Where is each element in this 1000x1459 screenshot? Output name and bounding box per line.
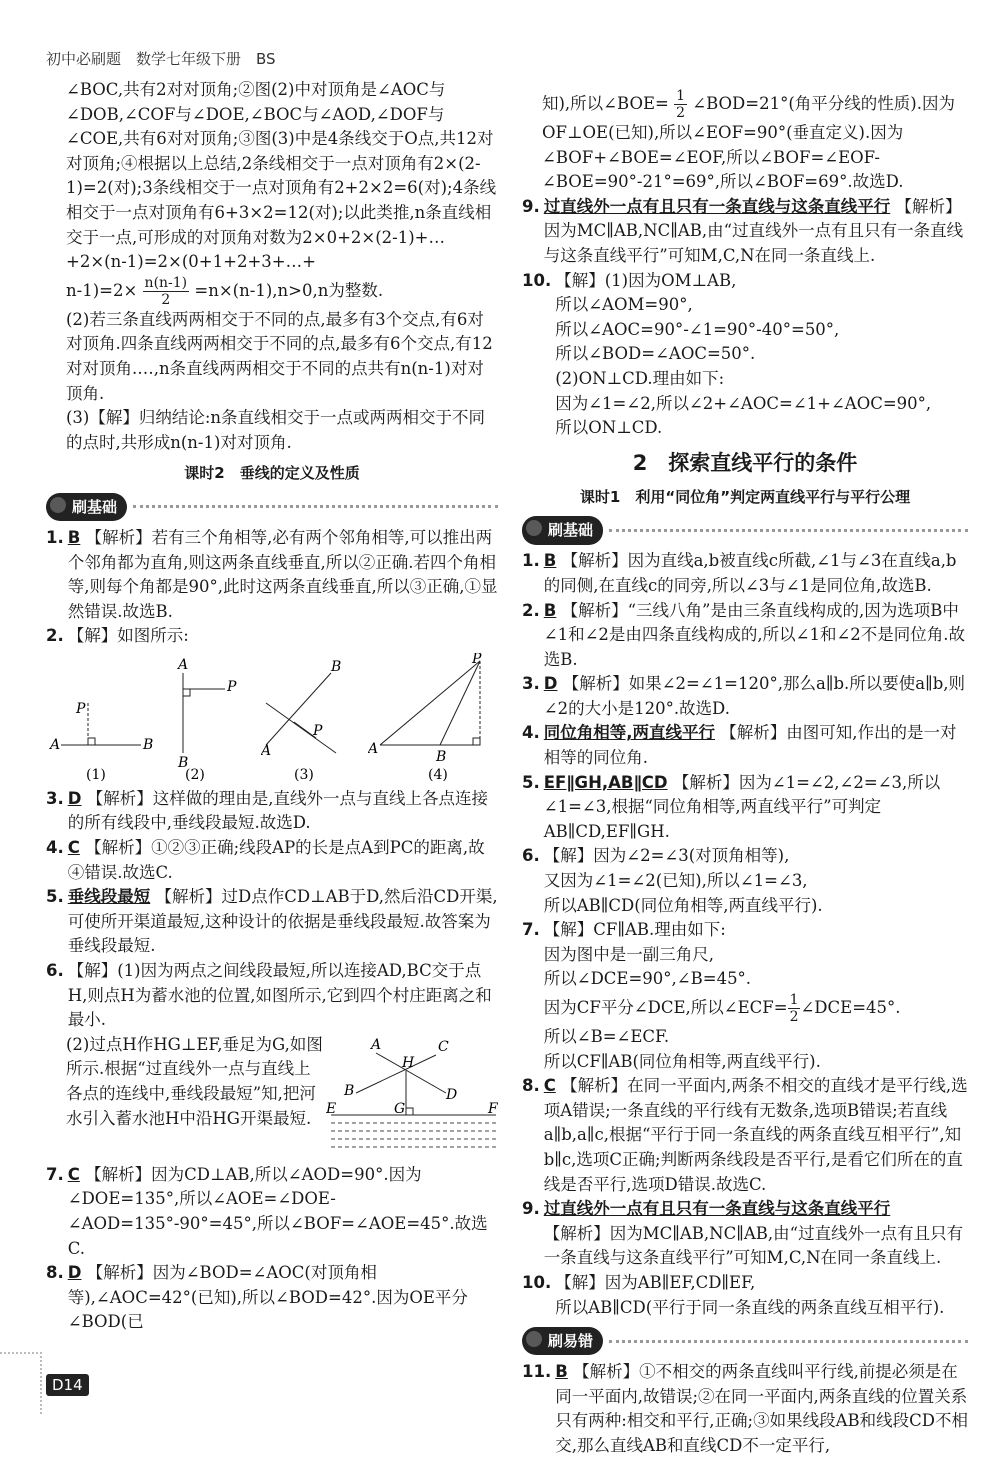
question-text [544,1074,968,1197]
question-text [544,771,968,845]
question-text [544,549,968,598]
point-label: B [330,658,341,675]
question-text [68,526,498,624]
point-label: B [435,748,447,765]
left-column [46,78,498,1335]
explanation: 【解析】这样做的理由是,直线外一点与直线上各点连接的所有线段中,垂线段最短.故选D. [67,788,488,833]
answer: C [543,1076,556,1096]
solution-line: 因为∠1=∠2,所以∠2+∠AOC=∠1+∠AOC=90°, [555,393,932,413]
section-banner [46,492,498,522]
banner-label: 刷基础 [522,516,603,545]
solution-line: 又因为∠1=∠2(已知),所以∠1=∠3, [543,871,808,891]
explanation: 【解析】“三线八角”是由三条直线构成的,因为选项B中∠1和∠2是由四条直线构成的,所以∠1和∠2不是同位角.故选B. [543,600,966,669]
explanation: 【解析】①不相交的两条直线叫平行线,前提必须是在同一平面内,故错误;②在同一平面内,两条直线的位置关系只有两种:相交和平行,正确;③如果线段AB和线段CD不相交,那么直线AB和直线CD不一定平行, [555,1362,968,1455]
question-item [522,599,968,673]
question-text [68,1261,498,1335]
question-text: 【解】如图所示: [67,626,189,646]
banner-label: 刷易错 [522,1327,603,1356]
question-number: 6. [46,961,64,981]
question-number: 2. [522,600,540,620]
solution-line: 【解】(1)因为OM⊥AB, [555,270,737,290]
explanation: 【解析】因为直线a,b被直线c所截,∠1与∠3在直线a,b的同侧,在直线c的同旁,所以∠3与∠1是同位角,故选B. [543,551,957,595]
solution-line: 所以AB∥CD(同位角相等,两直线平行). [543,895,823,915]
figure-caption: (4) [427,766,448,783]
answer: EF∥GH,AB∥CD [543,772,668,792]
answer: 垂线段最短 [67,887,151,907]
question-item [46,787,498,836]
continued-text: (2)若三条直线两两相交于不同的点,最多有3个交点,有6对对顶角.四条直线两两相交于不同的点,最多有6个交点,有12对对顶角.…,n条直线两两相交于不同的点共有n(n-1)对对顶角. [66,309,493,403]
page-number: D14 [46,1374,89,1396]
point-label: B [143,736,154,753]
question-number: 5. [46,887,64,907]
fraction [788,992,801,1025]
answer: D [67,788,82,808]
formula-part: n-1)=2× [66,280,138,300]
section-banner [522,515,968,545]
question-text [68,836,498,885]
explanation: 【解析】因为∠BOD=∠AOC(对顶角相等),∠AOC=42°(已知),所以∠BOD=42°.因为OE平分∠BOD(已 [67,1263,468,1332]
figure-reservoir [326,1033,498,1163]
continued-text [522,88,968,195]
text-part: ∠BOD=21°(角平分线的性质).因为OF⊥OE(已知),所以∠EOF=90°(垂直定义).因为∠BOF+∠BOE=∠EOF,所以∠BOF=∠EOF-∠BOE=90°-21°=69°,所以∠BOF=69°.故选D. [542,94,955,192]
solution-line: 因为图中是一副三角尺, [543,944,714,964]
continued-text: (3)【解】归纳结论:n条直线相交于一点或两两相交于不同的点时,共形成n(n-1)对对顶角. [66,408,486,452]
point-label: P [312,722,323,739]
section-banner [522,1326,968,1356]
formula-part: =n×(n-1),n>0,n为整数. [194,280,384,300]
question-item [522,721,968,770]
question-number: 2. [46,626,64,646]
solution-line: (2)ON⊥CD.理由如下: [555,368,725,388]
question-item [522,844,968,918]
question-item [522,1271,968,1320]
question-number: 10. [522,1272,552,1292]
question-item [522,771,968,845]
point-label: C [438,1038,449,1055]
point-label: H [402,1054,415,1071]
question-text [555,1360,968,1458]
question-text [68,1163,498,1261]
text-part: 因为CF平分∠DCE,所以∠ECF= [543,998,788,1017]
point-label: P [471,652,482,667]
figure-row [46,653,498,783]
right-column [522,88,968,1459]
question-item [46,959,498,1033]
question-text [68,885,498,959]
question-text [544,599,968,673]
point-label: P [227,678,237,695]
q6-part2 [46,1033,498,1163]
answer: B [543,551,557,571]
explanation: 【解析】如果∠2=∠1=120°,那么a∥b.所以要使a∥b,则∠2的大小是120°.故选D. [543,674,966,718]
question-text [544,1197,968,1271]
question-number: 1. [522,551,540,571]
figure-4 [368,653,498,783]
answer: 过直线外一点有且只有一条直线与这条直线平行 [543,1199,891,1219]
solution-line: 所以ON⊥CD. [555,418,663,438]
explanation: 【解析】若有三个角相等,必有两个邻角相等,可以推出两个邻角都为直角,则这两条直线垂直,所以②正确.若四个角相等,则每个角都是90°,此时这两条直线垂直,所以③正确,①显然错误.故选B. [67,527,498,621]
question-item [522,1074,968,1197]
dotted-divider [609,1340,968,1343]
fraction-denominator: 2 [676,105,686,121]
dotted-divider [133,505,498,508]
text-part: ∠DCE=45°. [800,998,901,1017]
figure-caption: (1) [86,766,106,783]
answer: B [555,1362,568,1382]
figure-caption: (2) [185,766,206,783]
question-text [544,721,968,770]
solution-line: 所以∠B=∠ECF. [543,1027,670,1046]
solution-line: 所以∠DCE=90°,∠B=45°. [543,969,752,989]
explanation: 【解析】因为∠1=∠2,∠2=∠3,所以∠1=∠3,根据“同位角相等,两直线平行”可判定AB∥CD,EF∥GH. [543,772,941,841]
point-label: D [446,1086,458,1103]
question-number: 4. [522,723,540,743]
question-item [522,269,968,441]
continued-text: ∠BOC,共有2对对顶角;②图(2)中对顶角是∠AOC与∠DOB,∠COF与∠DOE,∠BOC与∠AOD,∠DOF与∠COE,共有6对对顶角;③图(3)中是4条线交于O点,共12对对顶角;④根据以上总结,2条线相交于一点对顶角有2×(2-1)=2(对);3条线相交于一点对顶角有2+2×2=6(对);4条线相交于一点对顶角有6+3×2=12(对);以此类推,n条直线相交于一点,可形成的对顶角对数为2×0+2×(2-1)+…+2×(n-1)=2×(0+1+2+3+…+ [66,80,497,272]
question-item [46,1261,498,1335]
question-item [46,885,498,959]
question-number: 9. [522,196,540,216]
answer: C [67,1164,80,1184]
answer: 同位角相等,两直线平行 [543,723,716,743]
question-item [522,672,968,721]
dotted-divider [609,529,968,532]
page-header: 初中必刷题 数学七年级下册 BS [46,50,276,68]
question-number: 8. [522,1076,540,1096]
question-item [46,624,498,649]
question-item [46,526,498,624]
section-title: 2 探索直线平行的条件 [632,450,858,475]
question-text: 【解】(1)因为两点之间线段最短,所以连接AD,BC交于点H,则点H为蓄水池的位置,如图所示,它到四个村庄距离之和最小. [67,961,492,1030]
point-label: P [76,700,86,717]
question-item [522,1197,968,1271]
solution-line: 所以∠AOC=90°-∠1=90°-40°=50°, [555,319,840,339]
question-item [522,1360,968,1458]
banner-label: 刷基础 [46,493,127,522]
question-number: 9. [522,1199,540,1219]
question-text [555,1271,968,1320]
question-number: 7. [46,1164,64,1184]
point-label: A [260,742,271,759]
question-item [522,918,968,1074]
question-item [46,836,498,885]
point-label: B [344,1082,355,1099]
answer: D [67,1263,82,1283]
fraction [674,88,687,121]
point-label: A [178,656,189,673]
text-part: 知),所以∠BOE= [542,94,669,113]
fraction-denominator: 2 [789,1009,799,1025]
explanation: 【解析】由图可知,作出的是一对相等的同位角. [543,723,957,768]
question-item [522,195,968,269]
fraction-numerator: 1 [676,88,686,104]
answer: B [67,527,81,547]
question-number: 7. [522,920,540,940]
explanation: 【解析】过D点作CD⊥AB于D,然后沿CD开渠,可使所开渠道最短,这种设计的依据是垂线段最短.故答案为垂线段最短. [67,887,498,956]
question-text [68,787,498,836]
answer: C [67,838,80,858]
solution-line: 【解】因为∠2=∠3(对顶角相等), [543,846,790,866]
explanation: 【解析】因为MC∥AB,NC∥AB,由“过直线外一点有且只有一条直线与这条直线平行”可知M,C,N在同一条直线上. [543,1223,964,1268]
explanation: 【解析】①②③正确;线段AP的长是点A到PC的距离,故④错误.故选C. [67,838,485,882]
figure-1 [46,653,156,783]
point-label: F [488,1100,498,1117]
question-text [555,269,968,441]
fraction [143,275,190,308]
question-text [544,672,968,721]
explanation: 【解析】因为CD⊥AB,所以∠AOD=90°.因为∠DOE=135°,所以∠AOE=∠DOE-∠AOD=135°-90°=45°,所以∠BOF=∠AOE=45°.故选C. [67,1164,488,1258]
fraction-numerator: n(n-1) [144,274,188,291]
question-number: 4. [46,838,64,858]
solution-line: 【解】因为AB∥EF,CD∥EF, [555,1272,756,1292]
lesson-title: 课时1 利用“同位角”判定两直线平行与平行公理 [579,487,911,506]
solution-line: 所以AB∥CD(平行于同一条直线的两条直线互相平行). [555,1297,945,1317]
question-number: 3. [46,788,64,808]
solution-line [544,992,968,1025]
question-number: 6. [522,846,540,866]
question-item [46,1163,498,1261]
question-item [522,549,968,598]
point-label: E [326,1100,337,1117]
lesson-title: 课时2 垂线的定义及性质 [184,464,360,483]
question-number: 10. [522,270,552,290]
solution-line: 所以CF∥AB(同位角相等,两直线平行). [543,1051,821,1071]
figure-caption: (3) [293,766,314,783]
question-number: 5. [522,772,540,792]
question-text: (2)过点H作HG⊥EF,垂足为G,如图所示.根据“过直线外一点与直线上各点的连线中,垂线段最短”知,把河水引入蓄水池H中沿HG开渠最短. [66,1034,323,1128]
question-number: 8. [46,1263,64,1283]
answer: D [543,674,558,694]
figure-2 [163,653,253,783]
question-number: 1. [46,527,64,547]
formula-line [46,275,498,308]
fraction-numerator: 1 [789,992,799,1008]
question-number: 3. [522,674,540,694]
solution-line: 【解】CF∥AB.理由如下: [543,920,726,940]
corner-decoration [0,1352,42,1414]
explanation: 【解析】在同一平面内,两条不相交的直线才是平行线,选项A错误;一条直线的平行线有无数条,选项B错误;若直线a∥b,a∥c,根据“平行于同一条直线的两条直线互相平行”,知b∥c,选项C正确;判断两条线段是否平行,是看它们所在的直线是否平行,选项D错误.故选C. [543,1076,968,1194]
question-number: 11. [522,1362,552,1382]
answer: B [543,600,557,620]
point-label: G [394,1100,406,1117]
solution-line: 所以∠AOM=90°, [555,295,693,315]
fraction-denominator: 2 [161,291,171,308]
solution-line: 所以∠BOD=∠AOC=50°. [555,344,756,364]
explanation: 【解析】因为MC∥AB,NC∥AB,由“过直线外一点有且只有一条直线与这条直线平行”可知M,C,N在同一条直线上. [543,196,964,265]
point-label: B [178,754,189,771]
question-text [544,195,968,269]
figure-3 [261,653,361,783]
point-label: A [367,740,379,757]
point-label: A [371,1036,382,1053]
question-text [544,918,968,1074]
point-label: A [50,736,61,753]
answer: 过直线外一点有且只有一条直线与这条直线平行 [543,196,891,216]
question-text [544,844,968,918]
